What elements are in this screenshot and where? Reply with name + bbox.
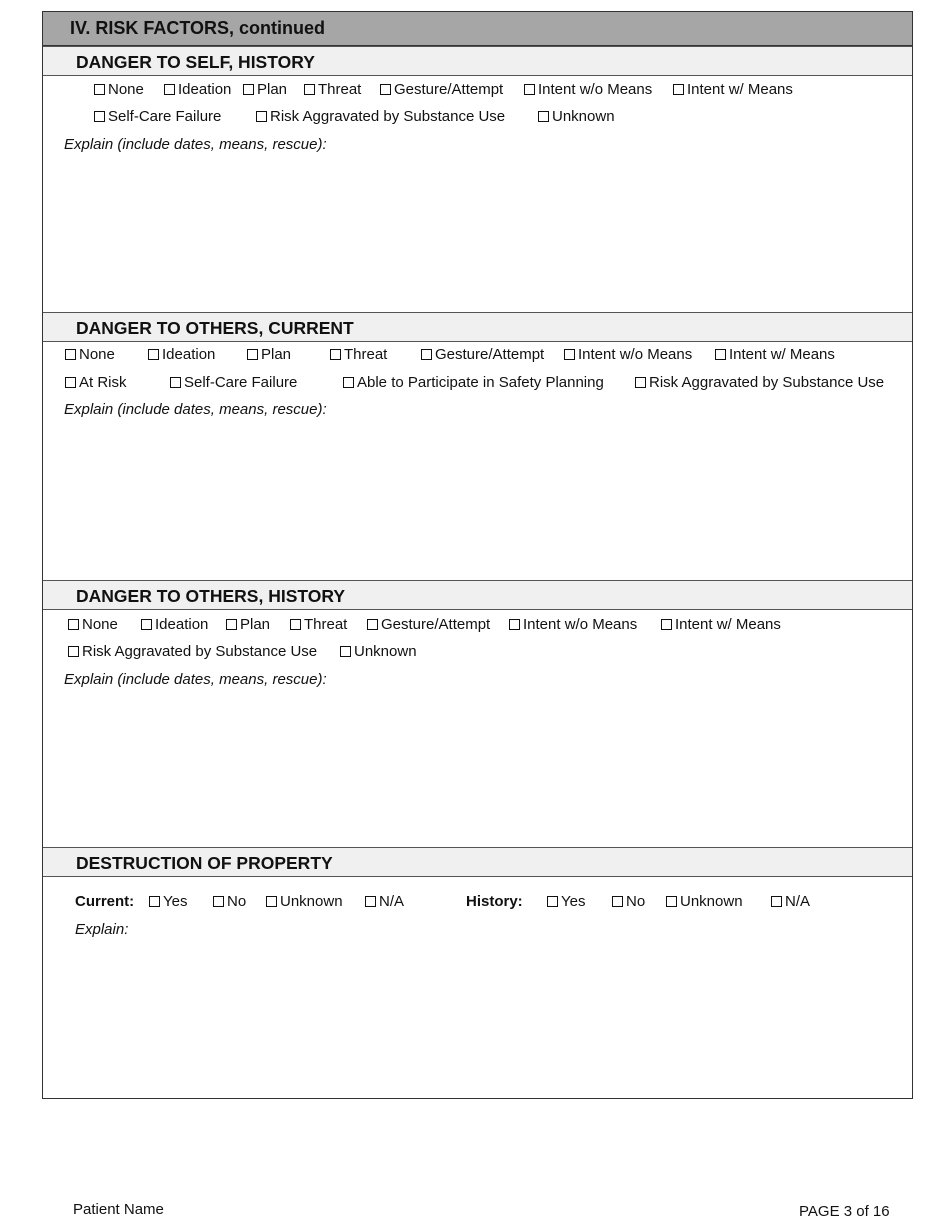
property-current-yes-checkbox[interactable]: Yes: [149, 892, 187, 912]
others-history-row2: [43, 642, 912, 664]
others-history-substance-checkbox[interactable]: Risk Aggravated by Substance Use: [68, 642, 317, 662]
property-row: [43, 892, 912, 914]
self-history-threat-checkbox[interactable]: Threat: [304, 80, 361, 100]
property-header: [43, 847, 912, 877]
others-current-row2: [43, 373, 912, 395]
others-history-gesture-checkbox[interactable]: Gesture/Attempt: [367, 615, 490, 635]
others-current-threat-checkbox[interactable]: Threat: [330, 345, 387, 365]
others-current-intent-without-means-checkbox[interactable]: Intent w/o Means: [564, 345, 692, 365]
others-history-explain-label: Explain (include dates, means, rescue):: [64, 671, 327, 688]
property-current-label: Current:: [75, 893, 135, 910]
property-history-no-checkbox[interactable]: No: [612, 892, 645, 912]
self-history-row2: [43, 107, 912, 129]
others-current-intent-with-means-checkbox[interactable]: Intent w/ Means: [715, 345, 835, 365]
others-history-intent-without-means-checkbox[interactable]: Intent w/o Means: [509, 615, 637, 635]
property-title: DESTRUCTION OF PROPERTY: [76, 853, 333, 873]
self-history-plan-checkbox[interactable]: Plan: [243, 80, 287, 100]
others-current-safety-planning-checkbox[interactable]: Able to Participate in Safety Planning: [343, 373, 604, 393]
others-current-header: [43, 312, 912, 342]
property-current-na-checkbox[interactable]: N/A: [365, 892, 404, 912]
others-history-row1: [43, 615, 912, 637]
others-history-threat-checkbox[interactable]: Threat: [290, 615, 347, 635]
others-history-intent-with-means-checkbox[interactable]: Intent w/ Means: [661, 615, 781, 635]
self-history-explain-label: Explain (include dates, means, rescue):: [64, 136, 327, 153]
self-history-row1: [43, 80, 912, 102]
property-history-unknown-checkbox[interactable]: Unknown: [666, 892, 743, 912]
self-history-intent-with-means-checkbox[interactable]: Intent w/ Means: [673, 80, 793, 100]
property-explain-label: Explain:: [75, 921, 129, 938]
others-current-self-care-checkbox[interactable]: Self-Care Failure: [170, 373, 297, 393]
others-history-unknown-checkbox[interactable]: Unknown: [340, 642, 417, 662]
others-current-row1: [43, 345, 912, 367]
self-history-ideation-checkbox[interactable]: Ideation: [164, 80, 231, 100]
self-history-intent-without-means-checkbox[interactable]: Intent w/o Means: [524, 80, 652, 100]
others-current-title: DANGER TO OTHERS, CURRENT: [76, 318, 354, 338]
self-history-title: DANGER TO SELF, HISTORY: [76, 52, 315, 72]
patient-name-label: Patient Name: [73, 1201, 164, 1218]
self-history-unknown-checkbox[interactable]: Unknown: [538, 107, 615, 127]
section-header: [43, 12, 912, 46]
others-history-ideation-checkbox[interactable]: Ideation: [141, 615, 208, 635]
property-current-no-checkbox[interactable]: No: [213, 892, 246, 912]
others-history-header: [43, 580, 912, 610]
others-history-plan-checkbox[interactable]: Plan: [226, 615, 270, 635]
page-number: PAGE 3 of 16: [799, 1203, 890, 1220]
others-current-at-risk-checkbox[interactable]: At Risk: [65, 373, 127, 393]
others-history-title: DANGER TO OTHERS, HISTORY: [76, 586, 346, 606]
others-current-substance-checkbox[interactable]: Risk Aggravated by Substance Use: [635, 373, 884, 393]
self-history-header: [43, 46, 912, 76]
others-current-plan-checkbox[interactable]: Plan: [247, 345, 291, 365]
others-current-none-checkbox[interactable]: None: [65, 345, 115, 365]
self-history-none-checkbox[interactable]: None: [94, 80, 144, 100]
others-current-ideation-checkbox[interactable]: Ideation: [148, 345, 215, 365]
self-history-gesture-checkbox[interactable]: Gesture/Attempt: [380, 80, 503, 100]
others-current-explain-label: Explain (include dates, means, rescue):: [64, 401, 327, 418]
property-history-na-checkbox[interactable]: N/A: [771, 892, 810, 912]
others-current-gesture-checkbox[interactable]: Gesture/Attempt: [421, 345, 544, 365]
section-title: IV. RISK FACTORS, continued: [70, 18, 326, 38]
self-history-substance-checkbox[interactable]: Risk Aggravated by Substance Use: [256, 107, 505, 127]
self-history-self-care-checkbox[interactable]: Self-Care Failure: [94, 107, 221, 127]
others-history-none-checkbox[interactable]: None: [68, 615, 118, 635]
risk-factors-form: [42, 11, 913, 1099]
property-history-label: History:: [466, 893, 523, 910]
property-current-unknown-checkbox[interactable]: Unknown: [266, 892, 343, 912]
property-history-yes-checkbox[interactable]: Yes: [547, 892, 585, 912]
